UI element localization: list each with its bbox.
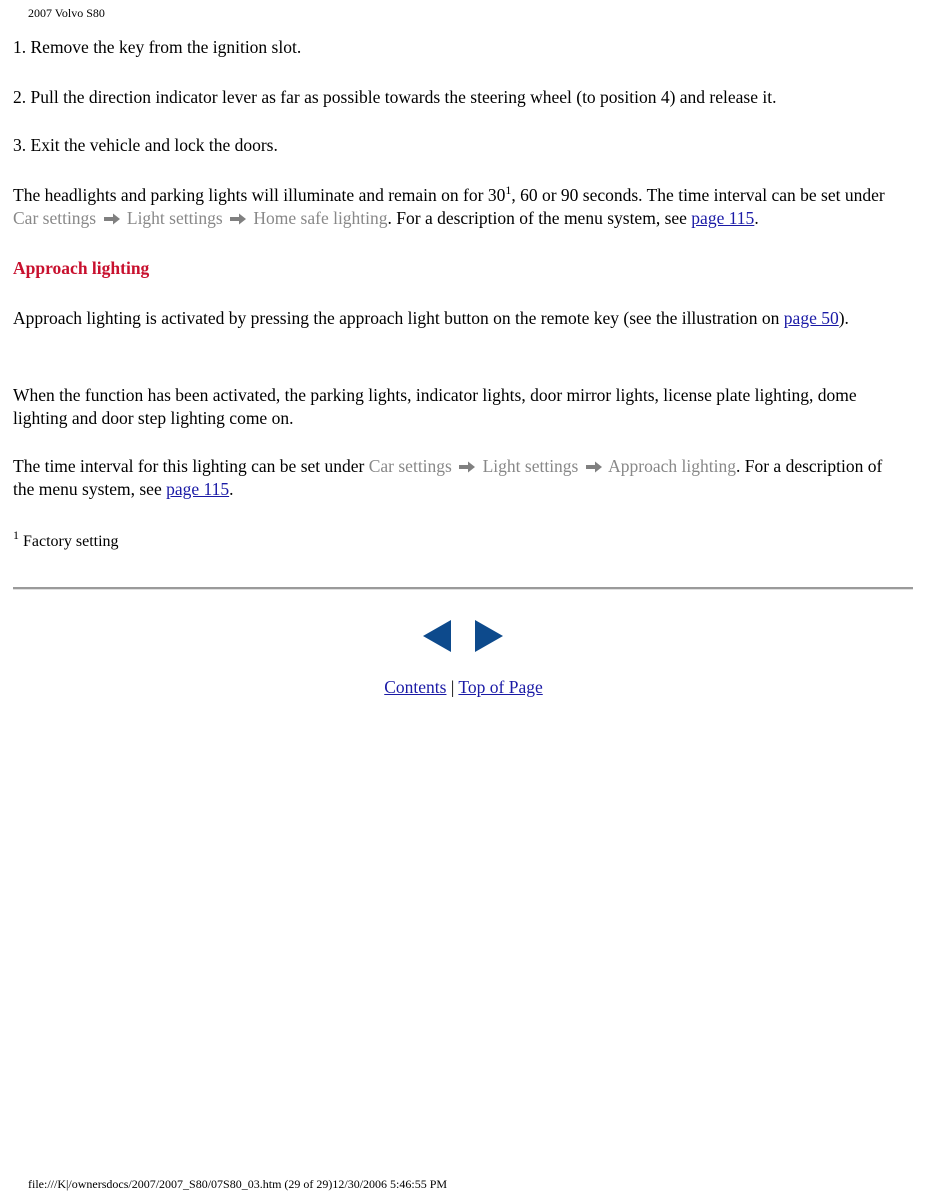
menu-arrow-icon: [585, 461, 603, 473]
page-115-link[interactable]: page 115: [691, 208, 755, 228]
file-path-footer: file:///K|/ownersdocs/2007/2007_S80/07S80_03.htm (29 of 29)12/30/2006 5:46:55 PM: [28, 1177, 448, 1191]
approach-p1-end: ).: [838, 308, 849, 328]
approach-paragraph-2: When the function has been activated, the parking lights, indicator lights, door mirror lights, license plate lighting, dome lighting and door step lighting come on.: [13, 385, 857, 428]
next-page-arrow-icon[interactable]: [474, 619, 504, 653]
bottom-navigation: [0, 677, 927, 698]
menu-arrow-icon: [458, 461, 476, 473]
menu-arrow-icon: [103, 213, 121, 225]
approach-p1-text: Approach lighting is activated by pressing the approach light button on the remote key (see the illustration on: [13, 308, 784, 328]
period: .: [754, 208, 759, 228]
page-50-link[interactable]: page 50: [783, 308, 839, 328]
horizontal-rule: [13, 587, 913, 590]
footnote-text: Factory setting: [19, 533, 119, 550]
home-safe-paragraph: [13, 184, 903, 230]
approach-paragraph-3: [13, 455, 903, 501]
menu-arrow-icon: [229, 213, 247, 225]
footnote-reference: 1: [505, 183, 512, 197]
menu-approach-lighting: Approach lighting: [608, 456, 736, 476]
approach-p3-mid: . For a description of the menu system, see: [13, 456, 883, 499]
document-header: 2007 Volvo S80: [28, 6, 105, 20]
home-safe-text-b: , 60 or 90 seconds. The time interval can be set under: [511, 185, 885, 205]
page-115-link[interactable]: page 115: [166, 479, 230, 499]
previous-page-arrow-icon[interactable]: [422, 619, 452, 653]
home-safe-text-a: The headlights and parking lights will illuminate and remain on for 30: [13, 185, 506, 205]
approach-paragraph-1: [13, 307, 903, 330]
section-heading: Approach lighting: [13, 258, 150, 278]
home-safe-text-c: . For a description of the menu system, see: [387, 208, 692, 228]
nav-separator: |: [446, 677, 459, 697]
approach-p3-text: The time interval for this lighting can be set under: [13, 456, 369, 476]
footnote: [13, 530, 903, 553]
top-of-page-link[interactable]: Top of Page: [458, 677, 543, 697]
contents-link[interactable]: Contents: [384, 677, 447, 697]
approach-p3-end: .: [229, 479, 234, 499]
menu-light-settings: Light settings: [126, 208, 223, 228]
step-1: 1. Remove the key from the ignition slot.: [13, 37, 302, 57]
menu-car-settings: Car settings: [368, 456, 452, 476]
menu-car-settings: Car settings: [13, 208, 97, 228]
step-2: 2. Pull the direction indicator lever as far as possible towards the steering wheel (to position 4) and release it.: [13, 87, 777, 107]
menu-home-safe-lighting: Home safe lighting: [253, 208, 388, 228]
footnote-mark: 1: [13, 528, 19, 542]
step-3: 3. Exit the vehicle and lock the doors.: [13, 135, 278, 155]
menu-light-settings: Light settings: [482, 456, 579, 476]
